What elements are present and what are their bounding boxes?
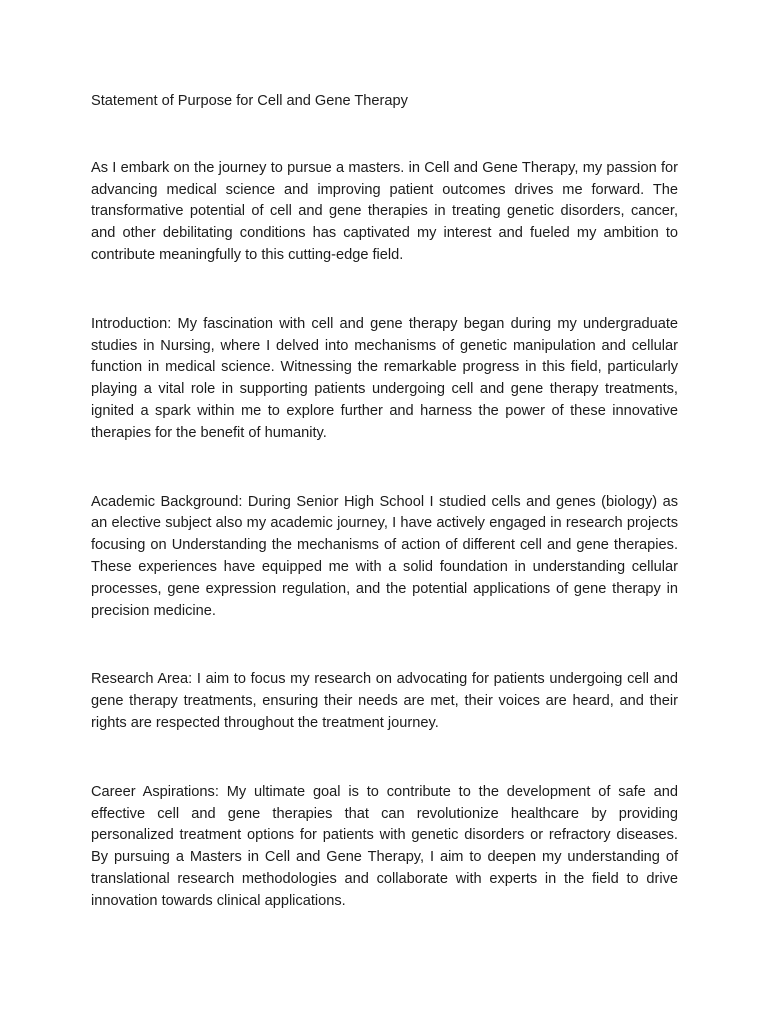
- paragraph-academic-background: Academic Background: During Senior High School I studied cells and genes (biology) as an elective subject also my academic journey, I have actively engaged in research projects focusing on Understanding the mechanisms of action of different cell and gene therapies. These experiences have equipped me with a solid foundation in understanding cellular processes, gene expression regulation, and the potential applications of gene therapy in precision medicine.: [91, 493, 678, 619]
- paragraph-introduction: Introduction: My fascination with cell and gene therapy began during my undergraduate studies in Nursing, where I delved into mechanisms of genetic manipulation and cellular function in medical science. Witnessing the remarkable progress in this field, particularly playing a vital role in supporting patients undergoing cell and gene therapy treatments, ignited a spark within me to explore further and harness the power of these innovative therapies for the benefit of humanity.: [91, 315, 678, 441]
- document-title: Statement of Purpose for Cell and Gene Therapy: [91, 93, 408, 109]
- paragraph-research-area: Research Area: I aim to focus my research on advocating for patients undergoing cell and gene therapy treatments, ensuring their needs are met, their voices are heard, and their rights are respected throughout the treatment journey.: [91, 671, 678, 731]
- paragraph-career-aspirations: Career Aspirations: My ultimate goal is to contribute to the development of safe and effective cell and gene therapies that can revolutionize healthcare by providing personalized treatment options for patients with genetic disorders or refractory diseases. By pursuing a Masters in Cell and Gene Therapy, I aim to deepen my understanding of translational research methodologies and collaborate with experts in the field to drive innovation towards clinical applications.: [91, 783, 678, 909]
- document-body: [91, 91, 678, 913]
- paragraph-intro: As I embark on the journey to pursue a masters. in Cell and Gene Therapy, my passion for advancing medical science and improving patient outcomes drives me forward. The transformative potential of cell and gene therapies in treating genetic disorders, cancer, and other debilitating conditions has captivated my interest and fueled my ambition to contribute meaningfully to this cutting-edge field.: [91, 159, 678, 263]
